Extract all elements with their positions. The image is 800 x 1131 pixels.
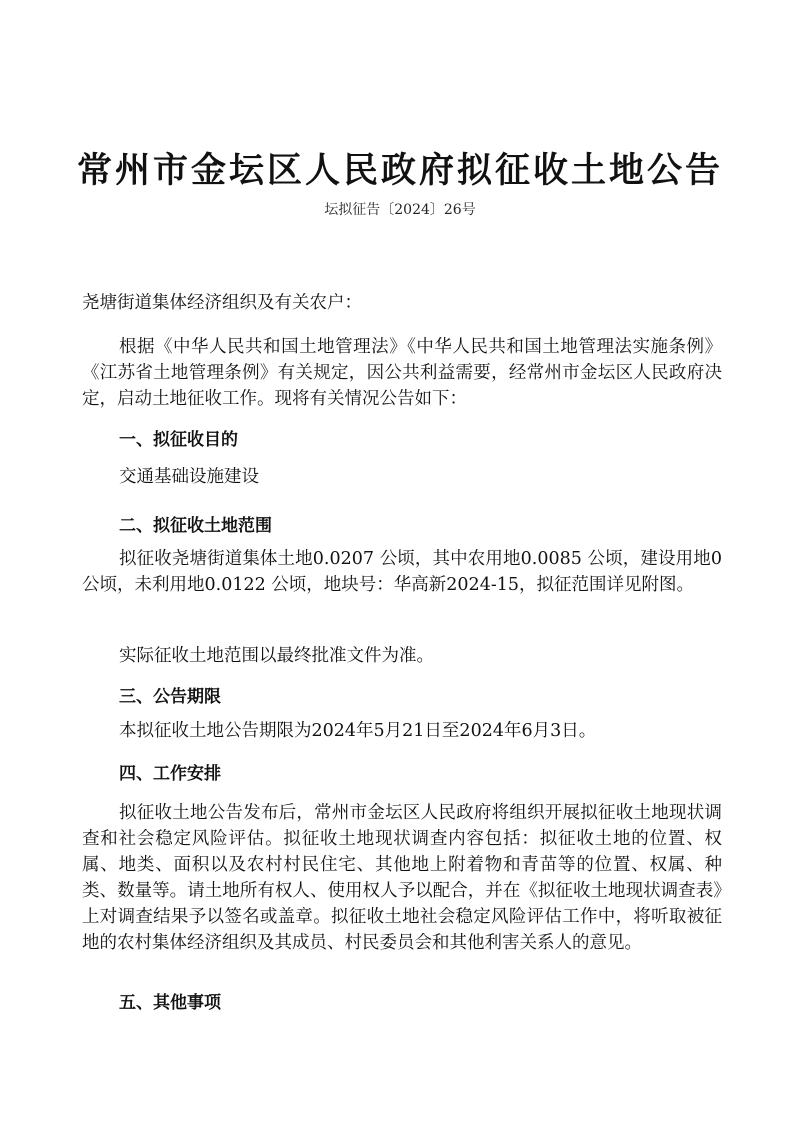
section-paragraph-scope-note: 实际征收土地范围以最终批准文件为准。 bbox=[119, 646, 434, 666]
salutation: 尧塘街道集体经济组织及有关农户： bbox=[82, 293, 362, 313]
section-heading-other: 五、其他事项 bbox=[119, 993, 221, 1013]
section-paragraph-period: 本拟征收土地公告期限为2024年5月21日至2024年6月3日。 bbox=[119, 721, 597, 741]
intro-paragraph: 根据《中华人民共和国土地管理法》《中华人民共和国土地管理法实施条例》《江苏省土地管理条例》有关规定，因公共利益需要，经常州市金坛区人民政府决定，启动土地征收工作。现将有关情况公告如下： bbox=[82, 337, 722, 409]
section-paragraph-arrangement: 拟征收土地公告发布后，常州市金坛区人民政府将组织开展拟征收土地现状调查和社会稳定风险评估。拟征收土地现状调查内容包括：拟征收土地的位置、权属、地类、面积以及农村村民住宅、其他地上附着物和青苗等的位置、权属、种类、数量等。请土地所有权人、使用权人予以配合，并在《拟征收土地现状调查表》上对调查结果予以签名或盖章。拟征收土地社会稳定风险评估工作中，将听取被征地的农村集体经济组织及其成员、村民委员会和其他利害关系人的意见。 bbox=[82, 803, 722, 953]
section-heading-arrangement: 四、工作安排 bbox=[119, 764, 221, 784]
section-heading-period: 三、公告期限 bbox=[119, 687, 221, 707]
section-heading-scope: 二、拟征收土地范围 bbox=[119, 516, 272, 536]
document-number: 坛拟征告〔2024〕26号 bbox=[324, 202, 476, 218]
section-paragraph-purpose: 交通基础设施建设 bbox=[119, 467, 259, 487]
section-heading-purpose: 一、拟征收目的 bbox=[119, 430, 238, 450]
page-title: 常州市金坛区人民政府拟征收土地公告 bbox=[76, 151, 723, 191]
section-paragraph-scope: 拟征收尧塘街道集体土地0.0207 公顷，其中农用地0.0085 公顷，建设用地0 公顷，未利用地0.0122 公顷，地块号：华高新2024-15，拟征范围详见附图。 bbox=[82, 549, 722, 595]
